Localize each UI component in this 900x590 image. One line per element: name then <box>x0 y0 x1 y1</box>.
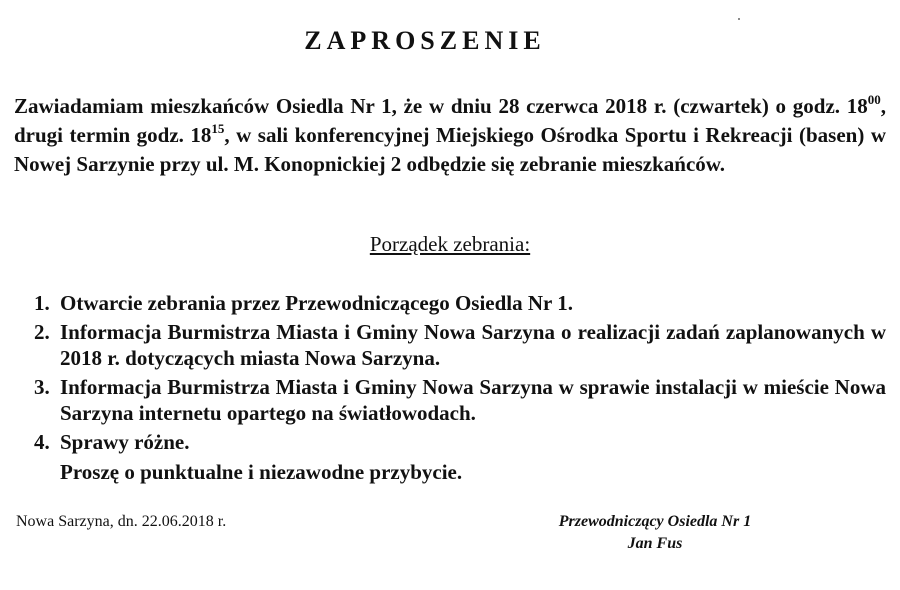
agenda-item-number: 2. <box>34 320 50 344</box>
agenda-item-number: 3. <box>34 375 50 399</box>
agenda-item-text: Otwarcie zebrania przez Przewodniczącego Osiedla Nr 1. <box>60 291 573 315</box>
agenda-heading: Porządek zebrania: <box>369 232 531 256</box>
signature-block <box>530 511 780 555</box>
document-title: ZAPROSZENIE <box>304 26 546 55</box>
scan-speck <box>738 18 740 20</box>
closing-line: Proszę o punktualne i niezawodne przybycie. <box>60 460 463 484</box>
agenda-item <box>34 290 886 316</box>
agenda-item-text: Informacja Burmistrza Miasta i Gminy Nowa Sarzyna w sprawie instalacji w mieście Nowa Sarzyna internetu opartego na światłowodach. <box>60 375 886 425</box>
agenda-item-text: Informacja Burmistrza Miasta i Gminy Nowa Sarzyna o realizacji zadań zaplanowanych w 2018 r. dotyczących miasta Nowa Sarzyna. <box>60 320 886 370</box>
announcement-paragraph <box>14 92 886 179</box>
time-superscript-1: 00 <box>867 92 881 107</box>
signature-name: Jan Fus <box>627 535 683 552</box>
announcement-text-part-2: , drugi termin godz. 18 <box>14 94 886 147</box>
agenda-item <box>34 319 886 371</box>
place-and-date: Nowa Sarzyna, dn. 22.06.2018 r. <box>16 513 227 530</box>
agenda-item-number: 1. <box>34 291 50 315</box>
signature-role: Przewodniczący Osiedla Nr 1 <box>558 513 752 530</box>
agenda-item-number: 4. <box>34 430 50 454</box>
agenda-list <box>34 290 886 458</box>
agenda-item-text: Sprawy różne. <box>60 430 190 454</box>
agenda-item <box>34 429 886 455</box>
agenda-item <box>34 374 886 426</box>
announcement-text-part-1: Zawiadamiam mieszkańców Osiedla Nr 1, że w dniu 28 czerwca 2018 r. (czwartek) o godz. 18 <box>14 94 868 118</box>
announcement-text-part-3: , w sali konferencyjnej Miejskiego Ośrodka Sportu i Rekreacji (basen) w Nowej Sarzynie przy ul. M. Konopnickiej 2 odbędzie się zebranie mieszkańców. <box>14 123 886 176</box>
time-superscript-2: 15 <box>211 121 225 136</box>
